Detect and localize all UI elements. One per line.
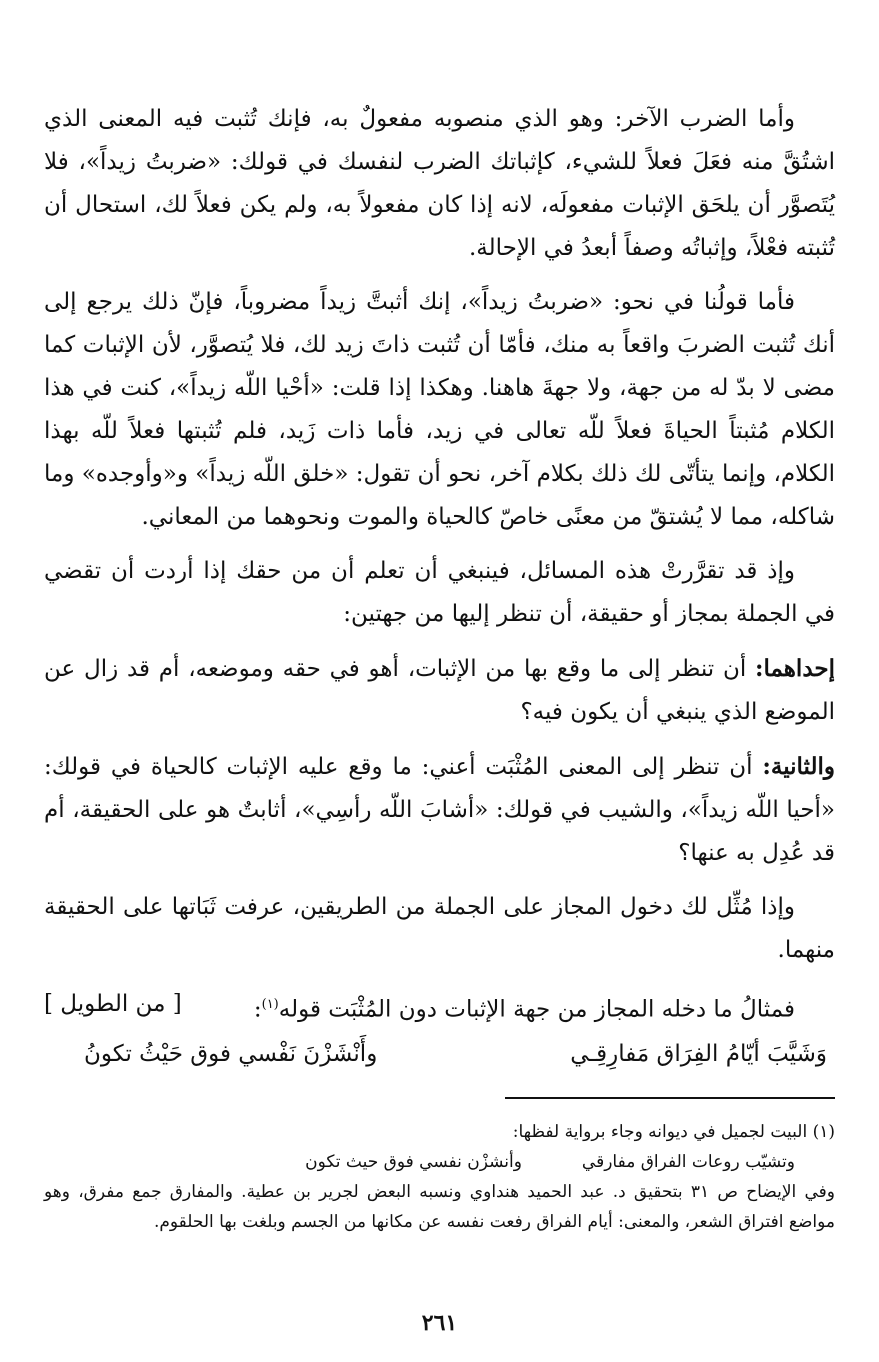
footnotes xyxy=(44,1117,835,1237)
footnote-verse xyxy=(44,1147,835,1177)
footnote-divider xyxy=(505,1097,835,1099)
verse-first-hemistich: وَشَيَّبَ أيّامُ الفِرَاق مَفارِقِـي xyxy=(570,1040,827,1067)
paragraph-1: وأما الضرب الآخر: وهو الذي منصوبه مفعولٌ به، فإنك تُثبت فيه المعنى الذي اشتُقَّ منه فعَلَ فعلاً للشيء، كإثباتك الضرب لنفسك في قولك: «ضربتُ زيداً»، فلا يُتَصوَّر أن يلحَق الإثبات مفعولَه، لانه إذا كان مفعولاً به، ولم يكن فعلاً لك، استحال أن تُثبته فعْلاً، وإثباتُه وصفاً أبعدُ في الإحالة. xyxy=(44,106,835,261)
footnote-marker: (١) xyxy=(261,997,279,1012)
verse-second-hemistich: وأَنْشَزْنَ نَفْسي فوق حَيْثُ تكونُ xyxy=(84,1040,378,1067)
second-aspect-text: أن تنظر إلى المعنى المُثْبَت أعني: ما وقع عليه الإثبات كالحياة في قولك: «أحيا اللّه زيداً»، والشيب في قولك: «أشابَ اللّه رأسِي»، أثابتٌ هو على الحقيقة، أم قد عُدِل به عنها؟ xyxy=(44,754,835,866)
main-text xyxy=(44,98,835,1076)
verse-intro-text: فمثالُ ما دخله المجاز من جهة الإثبات دون المُثْبَت قوله xyxy=(278,996,795,1023)
first-aspect-label: إحداهما: xyxy=(755,655,835,682)
verse-meter: [ من الطويل ] xyxy=(44,991,182,1017)
paragraph-after: وإذا مُثِّل لك دخول المجاز على الجملة من الطريقين، عرفت ثَبَاتها على الحقيقة منهما. xyxy=(44,894,835,963)
verse-intro xyxy=(44,983,835,1032)
verse-intro-line xyxy=(254,983,835,1032)
verse-line xyxy=(44,1032,835,1076)
footnote-line-2: وفي الإيضاح ص ٣١ بتحقيق د. عبد الحميد هنداوي ونسبه البعض لجرير بن عطية. والمفارق جمع مفرق، وهو مواضع افتراق الشعر، والمعنى: أيام الفراق رفعت نفسه عن مكانها من الجسم وبلغت بها الحلقوم. xyxy=(44,1182,835,1232)
paragraph-2: فأما قولُنا في نحو: «ضربتُ زيداً»، إنك أثبتَّ زيداً مضروباً، فإنّ ذلك يرجع إلى أنك تُثبت الضربَ واقعاً به منك، فأمّا أن تُثبت ذاتَ زيد لك، فلا يُتصوَّر، لأن الإثبات كما مضى لا بدّ له من جهة، ولا جهةَ هاهنا. وهكذا إذا قلت: «أحْيا اللّه زيداً»، كنت في هذا الكلام مُثبتاً الحياةَ فعلاً للّه تعالى في زيد، فأما ذات زَيد، فلم تُثبتها فعلاً للّه بهذا الكلام، وإنما يتأتّى لك ذلك بكلام آخر، نحو أن تقول: «خلق اللّه زيداً» و«وأوجده» وما شاكله، مما لا يُشتقّ من معنًى خاصّ كالحياة والموت ونحوهما من المعاني. xyxy=(44,289,835,530)
page-number: ٢٦١ xyxy=(421,1310,458,1336)
footnote-line-1: (١) البيت لجميل في ديوانه وجاء برواية لفظها: xyxy=(512,1122,835,1142)
verse-intro-tail: : xyxy=(253,996,262,1023)
paragraph-first-aspect xyxy=(44,647,835,734)
footnote-verse-a: وتشيّب روعات الفراق مفارقي xyxy=(581,1152,795,1172)
second-aspect-label: والثانية: xyxy=(762,753,835,780)
footnote-verse-b: وأنشزْن نفسي فوق حيث تكون xyxy=(305,1152,522,1172)
paragraph-second-aspect xyxy=(44,745,835,875)
paragraph-3: وإذ قد تقرَّرتْ هذه المسائل، فينبغي أن تعلم أن من حقك إذا أردت أن تقضي في الجملة بمجاز أو حقيقة، أن تنظر إليها من جهتين: xyxy=(44,558,835,627)
first-aspect-text: أن تنظر إلى ما وقع بها من الإثبات، أهو في حقه وموضعه، أم قد زال عن الموضع الذي ينبغي أن يكون فيه؟ xyxy=(44,656,835,725)
